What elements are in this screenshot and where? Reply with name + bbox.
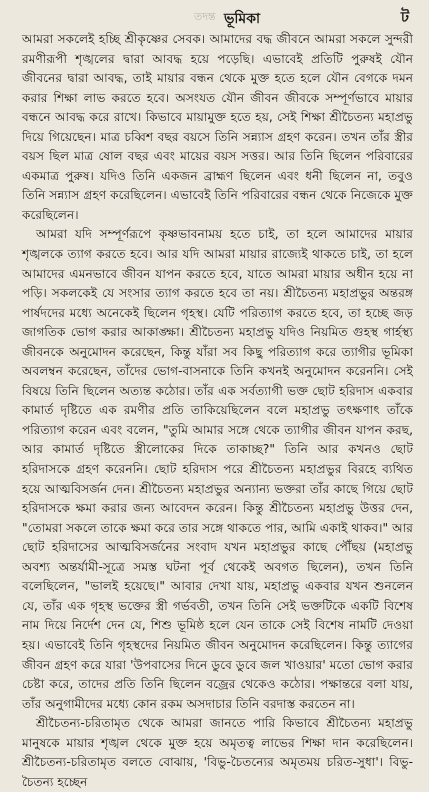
paragraph-2: আমরা যদি সম্পূর্ণরূপে কৃষ্ণভাবনাময় হতে চাই, তা হলে আমাদের মায়ার শৃঙ্খলকে ত্যাগ করতে হবে। আর যদি আমরা মায়ার রাজ্যেই থাকতে চাই, তা হলে আমাদের এমনভাবে জীবন যাপন করতে হবে, যাতে আমরা মায়ার অধীন হয়ে না পড়ি। সকলকেই যে সংসার ত্যাগ করতে হবে তা নয়। শ্রীচৈতন্য মহাপ্রভুর অন্তরঙ্গ পার্ষদদের মধ্যে অনেকেই ছিলেন গৃহস্থ। যেটি পরিত্যাগ করতে হবে, তা হচ্ছে জড় জাগতিক ভোগ করার আকাঙ্ক্ষা। শ্রীচৈতন্য মহাপ্রভু যদিও নিয়মিত গুহস্থ গার্হস্থ্য জীবনকে অনুমোদন করেছেন, কিন্তু যাঁরা সব কিছু পরিত্যাগ করে ত্যাগীর ভূমিকা অবলম্বন করেছেন, তাঁদের ভোগ-বাসনাকে তিনি কখনই অনুমোদন করেননি। সেই বিষয়ে তিনি ছিলেন অত্যন্ত কঠোর। তাঁর এক সর্বত্যাগী ভক্ত ছোট হরিদাস একবার কামার্ত দৃষ্টিতে এক রমণীর প্রতি তাকিয়েছিলেন বলে মহাপ্রভু তৎক্ষণাৎ তাঁকে পরিত্যাগ করেন এবং বলেন, "তুমি আমার সঙ্গে থেকে ত্যাগীর জীবন যাপন করছ, আর কামার্ত দৃষ্টিতে স্ত্রীলোকের দিকে তাকাচ্ছ?" তিনি আর কখনও ছোট হরিদাসকে গ্রহণ করেননি। ছোট হরিদাস পরে শ্রীচৈতন্য মহাপ্রভুর বিরহে ব্যথিত হয়ে আত্মবিসর্জন দেন। শ্রীচৈতন্য মহাপ্রভুর অন্যান্য ভক্তরা তাঁর কাছে গিয়ে ছোট হরিদাসকে ক্ষমা করার জন্য আবেদন করেন। কিন্তু শ্রীচৈতন্য মহাপ্রভু উত্তর দেন, "তোমরা সকলে তাকে ক্ষমা করে তার সঙ্গে থাকতে পার, আমি একাই থাকব।" আর ছোট হরিদাসের আত্মবিসর্জনের সংবাদ যখন মহাপ্রভুর কাছে পৌঁছয় (মহাপ্রভু অবশ্য অন্তর্যামী-সূত্রে সমস্ত ঘটনা পূর্ব থেকেই অবগত ছিলেন), তখন তিনি বলেছিলেন, "ভালই হয়েছে।" আবার দেখা যায়, মহাপ্রভু একবার যখন শুনলেন যে, তাঁর এক গৃহস্থ ভক্তের স্ত্রী গর্ভবতী, তখন তিনি সেই ভক্তটিকে একটি বিশেষ নাম দিয়ে নির্দেশ দেন যে, শিশু ভূমিষ্ঠ হলে যেন তাকে সেই বিশেষ নামটি দেওয়া হয়। এভাবেই তিনি গৃহস্থদের নিয়মিত জীবন অনুমোদন করেছিলেন। কিন্তু ত্যাগের জীবন গ্রহণ করে যারা 'উপবাসের দিনে ডুবে ডুবে জল খাওয়ার' মতো ভোগ করার চেষ্টা করে, তাদের প্রতি তিনি ছিলেন বজ্রের থেকেও কঠোর। পক্ষান্তরে বলা যায়, তাঁর অনুগামীদের মধ্যে কোন রকম অসদাচার তিনি বরদাস্ত করতেন না। xyxy=(22,227,413,711)
chapter-title: ভূমিকা xyxy=(224,11,261,27)
paragraph-3: শ্রীচৈতন্য-চরিতামৃত থেকে আমরা জানতে পারি কিভাবে শ্রীচৈতন্য মহাপ্রভু মানুষকে মায়ার শৃঙ্খল থেকে মুক্ত হয়ে অমৃতত্ব লাভের শিক্ষা দান করেছিলেন। শ্রীচৈতন্য-চরিতামৃত বলতে বোঝায়, 'বিভু-চৈতন্যের অমৃতময় চরিত-সুধা'। বিভু-চৈতন্য হচ্ছেন xyxy=(22,716,413,789)
page-number: ট xyxy=(400,8,409,26)
page-header xyxy=(22,6,413,30)
paragraph-1: আমরা সকলেই হচ্ছি শ্রীকৃষ্ণের সেবক। আমাদের বদ্ধ জীবনে আমরা সকলে সুন্দরী রমণীরূপী শৃঙ্খলের দ্বারা আবদ্ধ হয়ে পড়েছি। এভাবেই প্রতিটি পুরুষই যৌন জীবনের দ্বারা আবদ্ধ, তাই মায়ার বন্ধন থেকে মুক্ত হতে হলে যৌন বেগকে দমন করার শিক্ষা লাভ করতে হবে। অসংযত যৌন জীবন জীবকে সম্পূর্ণভাবে মায়ার বন্ধনে আবদ্ধ করে রাখে। কিভাবে মায়ামুক্ত হতে হয়, সেই শিক্ষা শ্রীচৈতন্য মহাপ্রভু দিয়ে গিয়েছেন। মাত্র চব্বিশ বছর বয়সে তিনি সন্ন্যাস গ্রহণ করেন। তখন তাঁর স্ত্রীর বয়স ছিল মাত্র ষোল বছর এবং মায়ের বয়স সত্তর। আর তিনি ছিলেন পরিবারের একমাত্র পুরুষ। যদিও তিনি একজন ব্রাহ্মণ ছিলেন এবং ধনী ছিলেন না, তবুও তিনি সন্ন্যাস গ্রহণ করেছিলেন। এভাবেই তিনি পরিবারের বন্ধন থেকে নিজেকে মুক্ত করেছিলেন। xyxy=(22,32,413,222)
page-body xyxy=(22,30,413,792)
header-bleed-text: তদন্ত xyxy=(194,10,216,23)
